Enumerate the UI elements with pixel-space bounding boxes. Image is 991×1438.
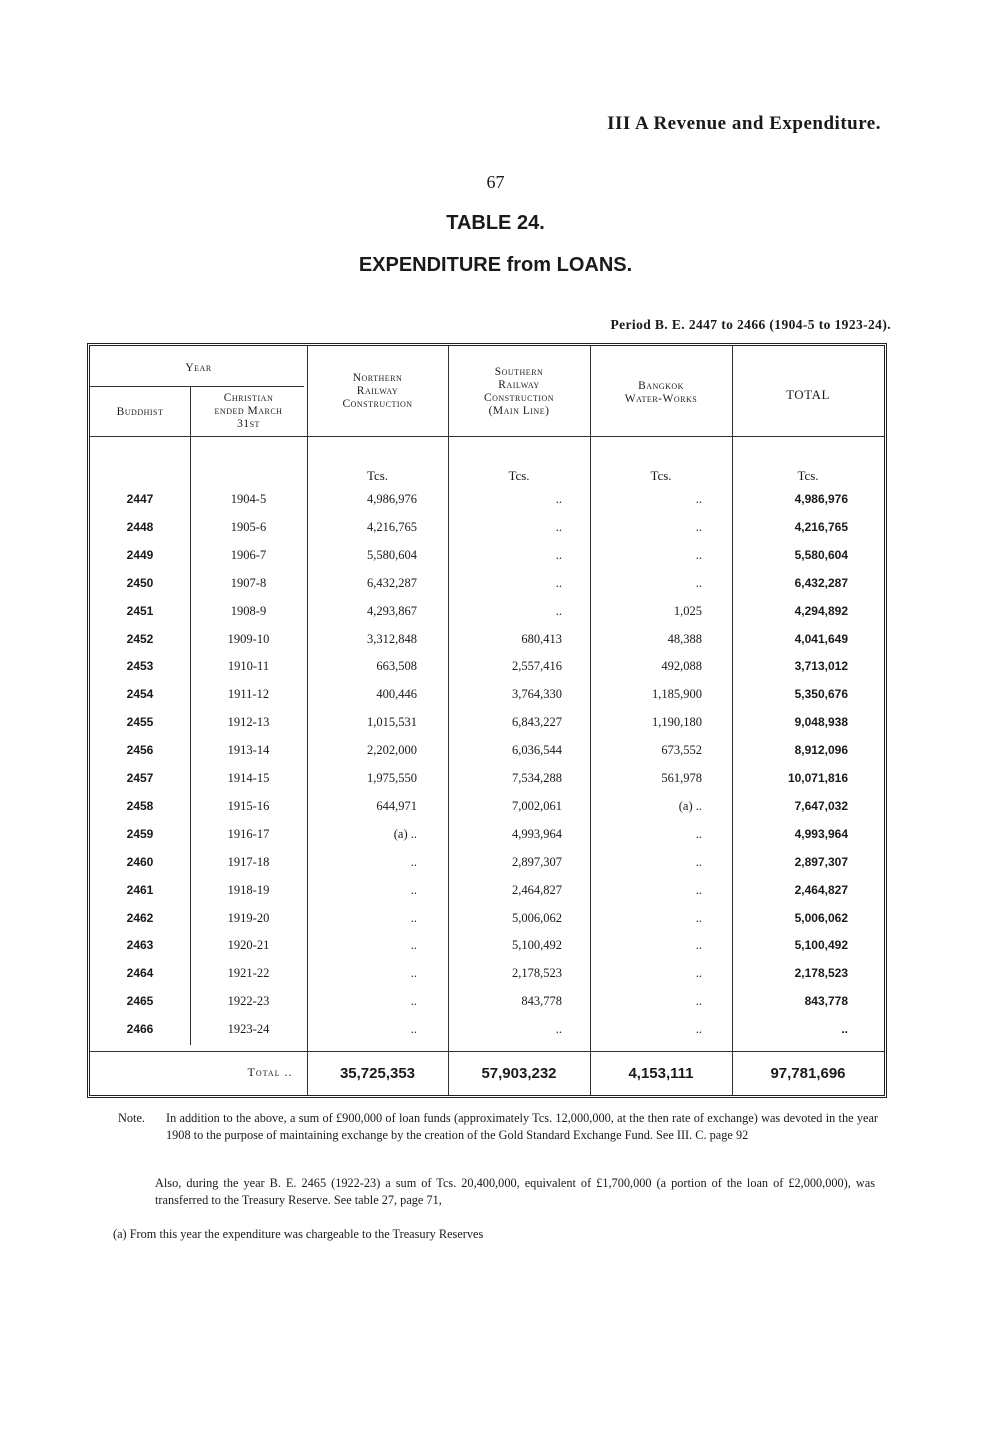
cell-total: 8,912,096 bbox=[794, 743, 848, 758]
cell-buddhist: 2458 bbox=[126, 798, 154, 813]
cell-christian: 1922-23 bbox=[227, 994, 270, 1009]
cell-christian: 1907-8 bbox=[230, 575, 267, 590]
cell-total: 4,216,765 bbox=[794, 519, 848, 534]
cell-total: 5,006,062 bbox=[794, 910, 848, 925]
cell-southern: .. bbox=[555, 547, 562, 562]
cell-buddhist: 2449 bbox=[126, 547, 154, 562]
cell-southern: .. bbox=[555, 603, 562, 618]
total-rule bbox=[90, 1051, 884, 1052]
cell-total: 4,986,976 bbox=[794, 492, 848, 506]
header-southern-line: (Main Line) bbox=[488, 405, 550, 417]
cell-northern: .. bbox=[410, 966, 417, 981]
header-christian-line: 31st bbox=[237, 418, 260, 430]
cell-buddhist: 2452 bbox=[126, 631, 154, 646]
cell-buddhist: 2450 bbox=[126, 575, 154, 590]
cell-christian: 1912-13 bbox=[227, 715, 270, 730]
cell-northern: 6,432,287 bbox=[367, 575, 417, 590]
cell-christian: 1916-17 bbox=[227, 826, 270, 841]
note-text: In addition to the above, a sum of £900,000 of loan funds (approximately Tcs. 12,000,000, at the then rate of exchange) was devoted in the year 1908 to the purpose of maintaining exchange by the creation of the Gold Standard Exchange Fund. See III. C. page 92 bbox=[166, 1111, 878, 1142]
cell-christian: 1906-7 bbox=[230, 547, 267, 562]
cell-total: .. bbox=[841, 1022, 848, 1037]
cell-southern: 5,006,062 bbox=[512, 910, 562, 925]
cell-northern: .. bbox=[410, 1022, 417, 1037]
table-row bbox=[90, 966, 884, 994]
header-christian-line: ended March bbox=[214, 405, 283, 417]
cell-bangkok: .. bbox=[695, 547, 702, 562]
cell-southern: 680,413 bbox=[521, 631, 562, 646]
cell-buddhist: 2464 bbox=[126, 966, 154, 981]
cell-buddhist: 2462 bbox=[126, 910, 154, 925]
table-row bbox=[90, 743, 884, 771]
cell-christian: 1923-24 bbox=[227, 1022, 270, 1037]
unit-total: Tcs. bbox=[797, 468, 819, 483]
table-row bbox=[90, 994, 884, 1022]
cell-total: 2,897,307 bbox=[794, 854, 848, 869]
cell-total: 5,350,676 bbox=[794, 687, 848, 702]
unit-northern: Tcs. bbox=[366, 468, 389, 483]
cell-northern: .. bbox=[410, 854, 417, 869]
cell-northern: .. bbox=[410, 882, 417, 897]
table-row bbox=[90, 799, 884, 827]
cell-northern: 5,580,604 bbox=[367, 547, 417, 562]
table-title: EXPENDITURE from LOANS. bbox=[358, 254, 633, 276]
footnote-a: (a) From this year the expenditure was chargeable to the Treasury Reserves bbox=[113, 1227, 484, 1241]
cell-northern: 1,015,531 bbox=[367, 715, 417, 730]
table-row bbox=[90, 911, 884, 939]
table-row bbox=[90, 659, 884, 687]
cell-southern: 3,764,330 bbox=[512, 687, 562, 702]
header-total: TOTAL bbox=[786, 387, 830, 402]
cell-buddhist: 2460 bbox=[126, 854, 154, 869]
table-row bbox=[90, 855, 884, 883]
cell-northern: 400,446 bbox=[376, 687, 417, 702]
total-southern: 57,903,232 bbox=[481, 1065, 557, 1082]
page-number: 67 bbox=[486, 172, 505, 192]
cell-southern: 7,534,288 bbox=[512, 771, 562, 785]
header-northern-line: Construction bbox=[342, 398, 413, 410]
header-christian bbox=[190, 392, 307, 431]
cell-total: 2,178,523 bbox=[794, 966, 848, 981]
cell-christian: 1919-20 bbox=[227, 910, 270, 925]
cell-northern: .. bbox=[410, 910, 417, 925]
note-label: Note. bbox=[118, 1111, 145, 1125]
cell-christian: 1914-15 bbox=[227, 771, 270, 785]
header-southern-line: Southern bbox=[494, 366, 544, 378]
cell-buddhist: 2459 bbox=[126, 826, 154, 841]
cell-southern: 6,036,544 bbox=[512, 743, 562, 758]
cell-buddhist: 2453 bbox=[126, 659, 154, 674]
cell-total: 3,713,012 bbox=[794, 659, 848, 674]
cell-southern: 5,100,492 bbox=[512, 938, 562, 953]
cell-southern: .. bbox=[555, 519, 562, 534]
table-row bbox=[90, 520, 884, 548]
cell-christian: 1910-11 bbox=[227, 659, 270, 674]
total-northern: 35,725,353 bbox=[339, 1065, 416, 1082]
cell-buddhist: 2447 bbox=[126, 492, 154, 506]
cell-buddhist: 2465 bbox=[126, 994, 154, 1009]
table-row bbox=[90, 1022, 884, 1050]
cell-total: 843,778 bbox=[804, 994, 848, 1009]
totals-row bbox=[90, 1065, 884, 1093]
cell-bangkok: 492,088 bbox=[661, 659, 702, 674]
header-buddhist: Buddhist bbox=[116, 406, 164, 418]
cell-total: 5,580,604 bbox=[794, 547, 848, 562]
cell-southern: .. bbox=[555, 1022, 562, 1037]
header-bangkok bbox=[590, 380, 732, 406]
table-row bbox=[90, 771, 884, 799]
cell-northern: 644,971 bbox=[376, 798, 417, 813]
total-bangkok: 4,153,111 bbox=[628, 1065, 694, 1082]
header-rule bbox=[90, 436, 884, 437]
cell-northern: 663,508 bbox=[376, 659, 417, 674]
cell-northern: (a) .. bbox=[393, 826, 417, 841]
table-number: TABLE 24. bbox=[446, 212, 545, 234]
cell-buddhist: 2461 bbox=[126, 882, 154, 897]
cell-total: 10,071,816 bbox=[787, 771, 848, 785]
cell-total: 5,100,492 bbox=[794, 938, 848, 953]
table-row bbox=[90, 883, 884, 911]
total-grand: 97,781,696 bbox=[770, 1065, 846, 1082]
cell-buddhist: 2456 bbox=[126, 743, 154, 758]
table-row bbox=[90, 687, 884, 715]
cell-bangkok: .. bbox=[695, 519, 702, 534]
cell-bangkok: .. bbox=[695, 994, 702, 1009]
note-gold-standard bbox=[118, 1110, 878, 1144]
header-year: Year bbox=[185, 362, 212, 374]
cell-buddhist: 2455 bbox=[126, 715, 154, 730]
cell-bangkok: .. bbox=[695, 882, 702, 897]
totals-label: Total .. bbox=[247, 1065, 293, 1079]
unit-bangkok: Tcs. bbox=[650, 468, 672, 483]
cell-bangkok: .. bbox=[695, 492, 702, 506]
header-southern-line: Construction bbox=[483, 392, 555, 404]
cell-bangkok: .. bbox=[695, 854, 702, 869]
table-row bbox=[90, 827, 884, 855]
cell-northern: 3,312,848 bbox=[367, 631, 417, 646]
running-head: III A Revenue and Expenditure. bbox=[607, 113, 881, 134]
cell-buddhist: 2451 bbox=[126, 603, 154, 618]
period-caption: Period B. E. 2447 to 2466 (1904-5 to 1923-24). bbox=[610, 317, 891, 332]
cell-northern: 4,216,765 bbox=[367, 519, 417, 534]
table-row bbox=[90, 492, 884, 520]
cell-northern: 1,975,550 bbox=[367, 771, 417, 785]
cell-bangkok: 48,388 bbox=[667, 631, 702, 646]
year-rule bbox=[90, 386, 304, 387]
cell-southern: .. bbox=[555, 575, 562, 590]
header-southern bbox=[448, 366, 590, 418]
cell-southern: 7,002,061 bbox=[512, 798, 562, 813]
cell-bangkok: 561,978 bbox=[661, 771, 702, 785]
cell-northern: 2,202,000 bbox=[367, 743, 417, 758]
cell-southern: .. bbox=[555, 492, 562, 506]
cell-northern: 4,293,867 bbox=[367, 603, 417, 618]
cell-southern: 2,178,523 bbox=[512, 966, 562, 981]
cell-southern: 4,993,964 bbox=[512, 826, 562, 841]
cell-christian: 1920-21 bbox=[227, 938, 270, 953]
cell-christian: 1917-18 bbox=[227, 854, 270, 869]
header-southern-line: Railway bbox=[498, 379, 540, 391]
cell-total: 4,041,649 bbox=[794, 631, 848, 646]
table-row bbox=[90, 715, 884, 743]
cell-buddhist: 2457 bbox=[126, 771, 154, 785]
cell-christian: 1913-14 bbox=[227, 743, 270, 758]
cell-bangkok: .. bbox=[695, 1022, 702, 1037]
table-row bbox=[90, 548, 884, 576]
cell-northern: .. bbox=[410, 994, 417, 1009]
cell-buddhist: 2463 bbox=[126, 938, 154, 953]
cell-bangkok: .. bbox=[695, 938, 702, 953]
cell-bangkok: 1,190,180 bbox=[652, 715, 702, 730]
cell-total: 2,464,827 bbox=[794, 882, 848, 897]
cell-total: 6,432,287 bbox=[794, 575, 848, 590]
cell-christian: 1904-5 bbox=[230, 492, 267, 506]
cell-buddhist: 2454 bbox=[126, 687, 154, 702]
cell-northern: .. bbox=[410, 938, 417, 953]
cell-christian: 1921-22 bbox=[227, 966, 270, 981]
header-bangkok-line: Water-Works bbox=[624, 393, 698, 405]
cell-bangkok: .. bbox=[695, 966, 702, 981]
cell-southern: 6,843,227 bbox=[512, 715, 562, 730]
cell-southern: 2,464,827 bbox=[512, 882, 562, 897]
cell-buddhist: 2448 bbox=[126, 519, 154, 534]
header-bangkok-line: Bangkok bbox=[638, 380, 684, 392]
cell-southern: 2,897,307 bbox=[512, 854, 562, 869]
cell-christian: 1915-16 bbox=[227, 798, 270, 813]
cell-bangkok: (a) .. bbox=[678, 798, 702, 813]
cell-christian: 1905-6 bbox=[230, 519, 267, 534]
cell-total: 4,294,892 bbox=[794, 603, 848, 618]
cell-christian: 1918-19 bbox=[227, 882, 270, 897]
table-row bbox=[90, 632, 884, 660]
table-row bbox=[90, 576, 884, 604]
table-row bbox=[90, 938, 884, 966]
cell-total: 7,647,032 bbox=[794, 798, 848, 813]
cell-buddhist: 2466 bbox=[126, 1022, 154, 1037]
cell-northern: 4,986,976 bbox=[367, 492, 417, 506]
cell-bangkok: .. bbox=[695, 910, 702, 925]
cell-christian: 1908-9 bbox=[230, 603, 267, 618]
header-northern bbox=[307, 372, 448, 411]
cell-bangkok: .. bbox=[695, 575, 702, 590]
header-northern-line: Northern bbox=[352, 372, 403, 384]
cell-christian: 1909-10 bbox=[227, 631, 270, 646]
header-christian-line: Christian bbox=[223, 392, 274, 404]
note-treasury-reserve: Also, during the year B. E. 2465 (1922-23) a sum of Tcs. 20,400,000, equivalent of £1,700,000 (a portion of the loan of £2,000,000), was transferred to the Treasury Reserve. See table 27, page 71, bbox=[155, 1176, 875, 1207]
cell-christian: 1911-12 bbox=[227, 687, 270, 702]
cell-bangkok: 1,185,900 bbox=[652, 687, 702, 702]
expenditure-table bbox=[87, 343, 887, 1098]
cell-total: 9,048,938 bbox=[794, 715, 848, 730]
cell-bangkok: 1,025 bbox=[673, 603, 702, 618]
cell-bangkok: 673,552 bbox=[661, 743, 702, 758]
table-row bbox=[90, 604, 884, 632]
cell-total: 4,993,964 bbox=[794, 826, 848, 841]
header-northern-line: Railway bbox=[356, 385, 399, 397]
cell-southern: 843,778 bbox=[521, 994, 562, 1009]
cell-southern: 2,557,416 bbox=[512, 659, 562, 674]
unit-southern: Tcs. bbox=[508, 468, 530, 483]
cell-bangkok: .. bbox=[695, 826, 702, 841]
